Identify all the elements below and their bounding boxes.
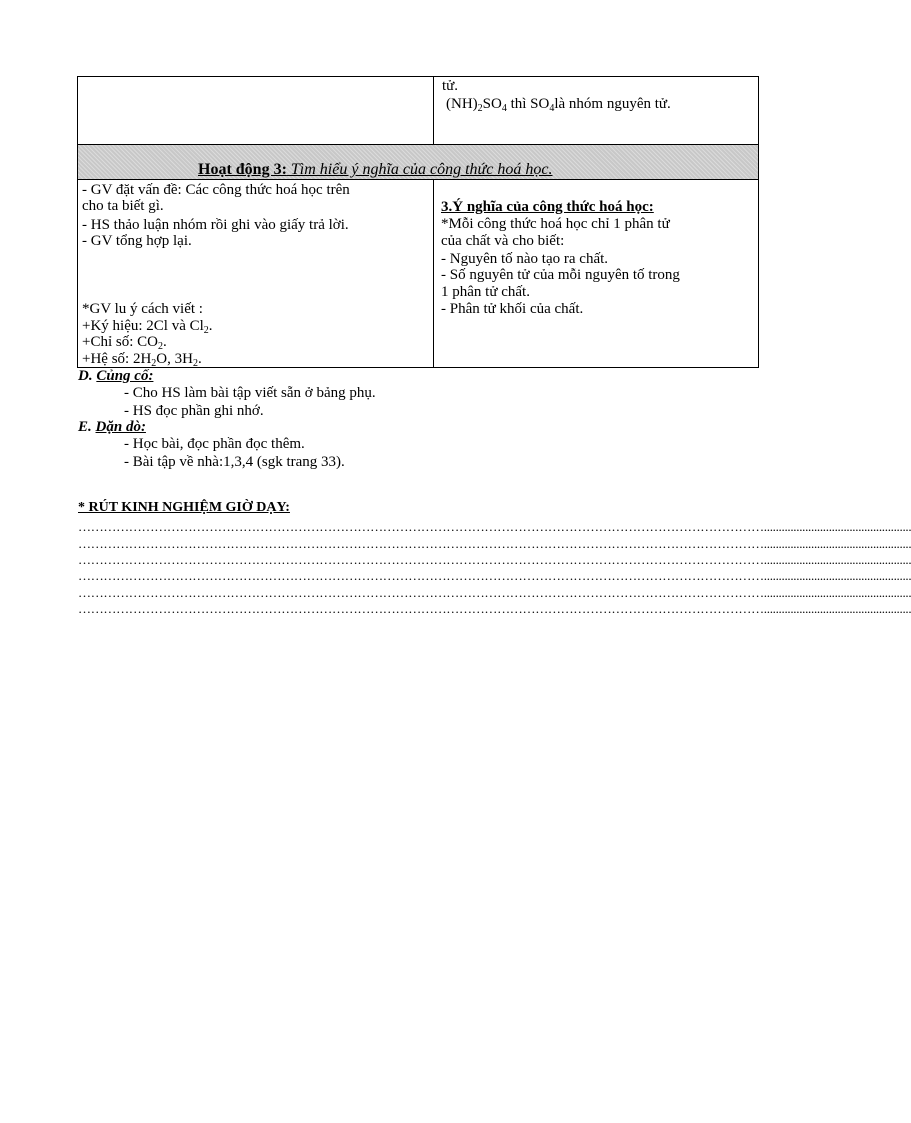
table-border-top bbox=[77, 76, 759, 77]
note-kyhieu: +Ký hiệu: 2Cl và $Cl_2$. bbox=[82, 318, 213, 336]
right-col-line: - Nguyên tố nào tạo ra chất. bbox=[441, 251, 609, 267]
left-col-line: - HS thảo luận nhóm rồi ghi vào giấy trả lời. bbox=[82, 217, 349, 233]
table-row-divider bbox=[77, 144, 759, 145]
right-col-line: - Phân tử khối của chất. bbox=[441, 301, 584, 317]
note-title: *GV lu ý cách viết : bbox=[82, 301, 203, 317]
experience-dotted-line: ……………………………………………………………………………………………………………………………………………….................................................. bbox=[78, 552, 911, 567]
experience-dotted-line: ……………………………………………………………………………………………………………………………………………….................................................. bbox=[78, 568, 911, 583]
section-d-item: - HS đọc phần ghi nhớ. bbox=[124, 403, 264, 419]
left-col-line: - GV đặt vấn đề: Các công thức hoá học trên bbox=[82, 182, 350, 198]
left-col-line: cho ta biết gì. bbox=[82, 198, 164, 214]
top-cell-line: tử. bbox=[442, 78, 459, 94]
experience-dotted-line: ……………………………………………………………………………………………………………………………………………….................................................. bbox=[78, 601, 911, 616]
table-row-divider bbox=[77, 179, 759, 180]
experience-title: * RÚT KINH NGHIỆM GIỜ DẠY: bbox=[78, 500, 290, 515]
section-e-item: - Học bài, đọc phần đọc thêm. bbox=[124, 436, 305, 452]
section-e-item: - Bài tập về nhà:1,3,4 (sgk trang 33). bbox=[124, 454, 345, 470]
activity-heading: Tìm hiểu ý nghĩa của công thức hoá học. bbox=[286, 161, 553, 178]
meaning-heading: 3.Ý nghĩa của công thức hoá học: bbox=[441, 199, 654, 215]
section-e-heading: E. Dặn dò: bbox=[78, 419, 146, 435]
table-border-bottom bbox=[77, 367, 759, 368]
right-col-line: - Số nguyên tử của mỗi nguyên tố trong bbox=[441, 267, 680, 283]
activity-label: Hoạt động 3: bbox=[198, 161, 287, 178]
table-border-right bbox=[758, 76, 759, 368]
right-col-line: của chất và cho biết: bbox=[441, 233, 565, 249]
note-heso: +Hệ số: $2H_2O$, $3H_2$. bbox=[82, 351, 202, 369]
section-d-heading: D. Củng cố: bbox=[78, 368, 154, 384]
note-chiso: +Chỉ số: $CO_2$. bbox=[82, 334, 167, 352]
table-border-left bbox=[77, 76, 78, 368]
section-d-item: - Cho HS làm bài tập viết sẵn ở bảng phụ. bbox=[124, 385, 376, 401]
experience-dotted-line: ……………………………………………………………………………………………………………………………………………….................................................. bbox=[78, 536, 911, 551]
activity-title bbox=[198, 162, 552, 178]
experience-dotted-line: ……………………………………………………………………………………………………………………………………………….................................................. bbox=[78, 585, 911, 600]
experience-dotted-line: ……………………………………………………………………………………………………………………………………………….................................................. bbox=[78, 519, 911, 534]
right-col-line: *Mỗi công thức hoá học chỉ 1 phân tử bbox=[441, 216, 670, 232]
right-col-line: 1 phân tử chất. bbox=[441, 284, 530, 300]
table-column-divider bbox=[433, 76, 434, 145]
table-column-divider bbox=[433, 179, 434, 367]
top-cell-formula: $(NH)_2SO_4$ thì $SO_4là$ nhóm nguyên tử. bbox=[446, 96, 671, 114]
left-col-line: - GV tổng hợp lại. bbox=[82, 233, 192, 249]
